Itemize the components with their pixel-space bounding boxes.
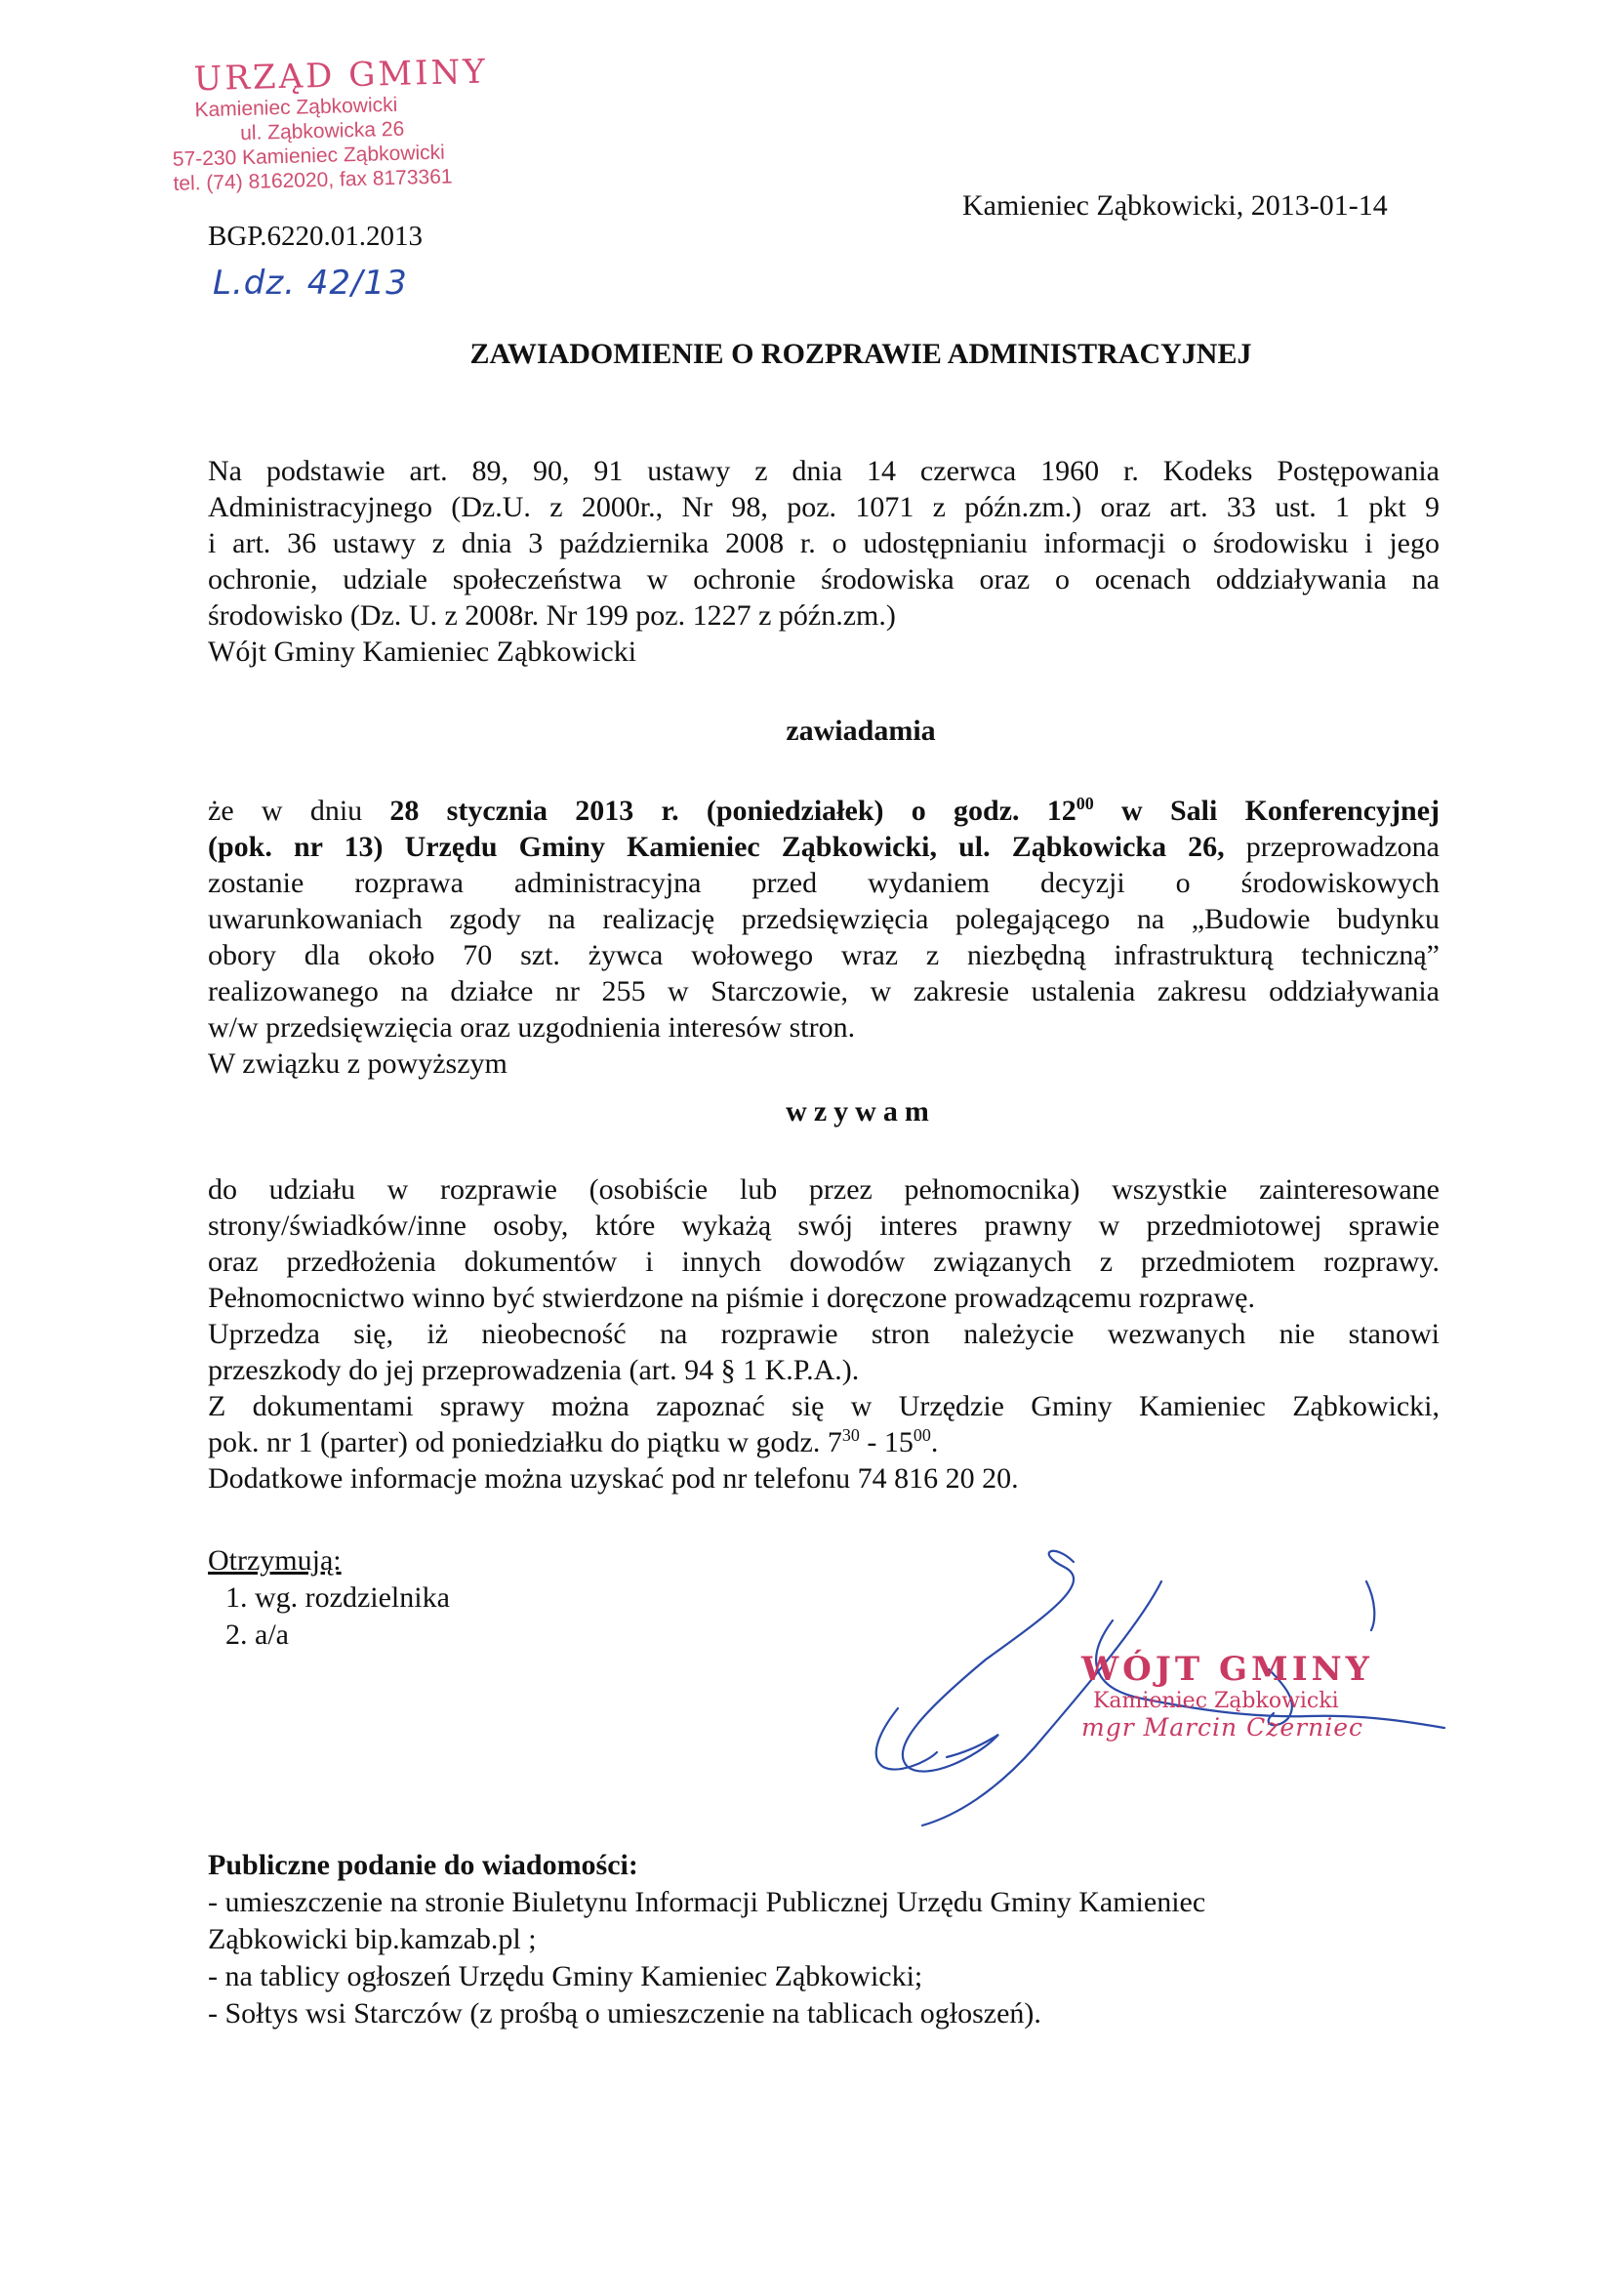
text-line: Na podstawie art. 89, 90, 91 ustawy z dnia 14 czerwca 1960 r. Kodeks Postępowania [208,455,1440,487]
public-notice-title: Publiczne podanie do wiadomości: [208,1849,638,1881]
signature-stamp-office: Kamieniec Ząbkowicki [1093,1689,1339,1713]
signature-stamp-title: WÓJT GMINY [1081,1650,1373,1689]
text-line: obory dla około 70 szt. żywca wołowego wraz z niezbędną infrastrukturą techniczną” [208,939,1440,971]
stamp-title: URZĄD GMINY [193,52,489,100]
text-line: w/w przedsięwzięcia oraz uzgodnienia interesów stron. [208,1011,856,1044]
signature-stamp-name: mgr Marcin Czerniec [1081,1713,1364,1742]
text-line: Dodatkowe informacje można uzyskać pod nr telefonu 74 816 20 20. [208,1462,1019,1495]
public-notice-line: - na tablicy ogłoszeń Urzędu Gminy Kamieniec Ząbkowicki; [208,1960,923,1992]
text-line: Uprzedza się, iż nieobecność na rozprawie stron należycie wezwanych nie stanowi [208,1318,1440,1350]
legal-basis-paragraph [208,453,1440,670]
text-segment: przeprowadzona [1224,831,1440,863]
text-line: oraz przedłożenia dokumentów i innych dowodów związanych z przedmiotem rozprawy. [208,1246,1440,1278]
public-notice-line: - Sołtys wsi Starczów (z prośbą o umieszczenie na tablicach ogłoszeń). [208,1997,1041,2030]
public-notice-line: Ząbkowicki bip.kamzab.pl ; [208,1923,537,1955]
text-line [208,829,1440,865]
hour-superscript: 00 [913,1425,931,1445]
hearing-address: (pok. nr 13) Urzędu Gminy Kamieniec Ząbkowicki, ul. Ząbkowicka 26, [208,831,1225,863]
recipients-title: Otrzymują: [208,1544,342,1577]
text-segment: że w dniu [208,795,390,827]
stamp-line-3: 57-230 Kamieniec Ząbkowicki [172,141,446,171]
public-notice-block [208,1847,1438,2032]
hearing-room: w Sali Konferencyjnej [1093,795,1440,827]
document-heading: ZAWIADOMIENIE O ROZPRAWIE ADMINISTRACYJNEJ [469,338,1252,370]
hearing-date: 28 stycznia 2013 r. (poniedziałek) o godz. 12 [389,795,1076,827]
text-line [208,793,1440,829]
text-line: przeszkody do jej przeprowadzenia (art. 94 § 1 K.P.A.). [208,1354,860,1386]
text-line: Pełnomocnictwo winno być stwierdzone na piśmie i doręczone prowadzącemu rozprawę. [208,1282,1255,1314]
text-segment: . [930,1426,939,1458]
stamp-line-1: Kamieniec Ząbkowicki [194,93,398,122]
hearing-details-paragraph [208,793,1440,1082]
wzywam-heading: wzywam [786,1095,936,1128]
document-reference: BGP.6220.01.2013 [208,221,423,252]
stamp-line-4: tel. (74) 8162020, fax 8173361 [173,165,453,195]
text-line: realizowanego na działce nr 255 w Starczowie, w zakresie ustalenia zakresu oddziaływania [208,975,1440,1007]
handwritten-reference: L.dz. 42/13 [213,264,408,303]
recipients-list [208,1579,450,1654]
signature-stamp [1081,1650,1373,1742]
place-date: Kamieniec Ząbkowicki, 2013-01-14 [962,189,1388,222]
text-line: ochronie, udziale społeczeństwa w ochronie środowiska oraz o ocenach oddziaływania na [208,563,1440,595]
text-line: uwarunkowaniach zgody na realizację przedsięwzięcia polegającego na „Budowie budynku [208,903,1440,935]
text-line: W związku z powyższym [208,1047,508,1080]
text-segment: pok. nr 1 (parter) od poniedziałku do piątku w godz. 7 [208,1426,842,1458]
text-line: strony/świadków/inne osoby, które wykażą swój interes prawny w przedmiotowej sprawie [208,1210,1440,1242]
text-line: i art. 36 ustawy z dnia 3 października 2008 r. o udostępnianiu informacji o środowisku i jego [208,527,1440,559]
zawiadamia-heading: zawiadamia [786,715,936,747]
text-line [208,1424,1440,1460]
list-item: 1. wg. rozdzielnika [255,1579,450,1617]
text-line: Wójt Gminy Kamieniec Ząbkowicki [208,636,637,668]
list-item: 2. a/a [255,1617,450,1654]
hour-superscript: 30 [841,1425,860,1445]
text-line: Z dokumentami sprawy można zapoznać się w Urzędzie Gminy Kamieniec Ząbkowicki, [208,1390,1440,1422]
text-line: środowisko (Dz. U. z 2008r. Nr 199 poz. 1227 z późn.zm.) [208,599,896,632]
public-notice-line: - umieszczenie na stronie Biuletynu Informacji Publicznej Urzędu Gminy Kamieniec [208,1886,1206,1918]
hour-superscript: 00 [1076,794,1094,813]
text-line: do udziału w rozprawie (osobiście lub przez pełnomocnika) wszystkie zainteresowane [208,1173,1440,1206]
stamp-line-2: ul. Ząbkowicka 26 [239,117,405,145]
summons-paragraph [208,1171,1440,1496]
text-segment: - 15 [859,1426,914,1458]
recipients-block [208,1542,450,1654]
text-line: zostanie rozprawa administracyjna przed wydaniem decyzji o środowiskowych [208,867,1440,899]
text-line: Administracyjnego (Dz.U. z 2000r., Nr 98, poz. 1071 z późn.zm.) oraz art. 33 ust. 1 pkt 9 [208,491,1440,523]
office-stamp [172,52,518,196]
